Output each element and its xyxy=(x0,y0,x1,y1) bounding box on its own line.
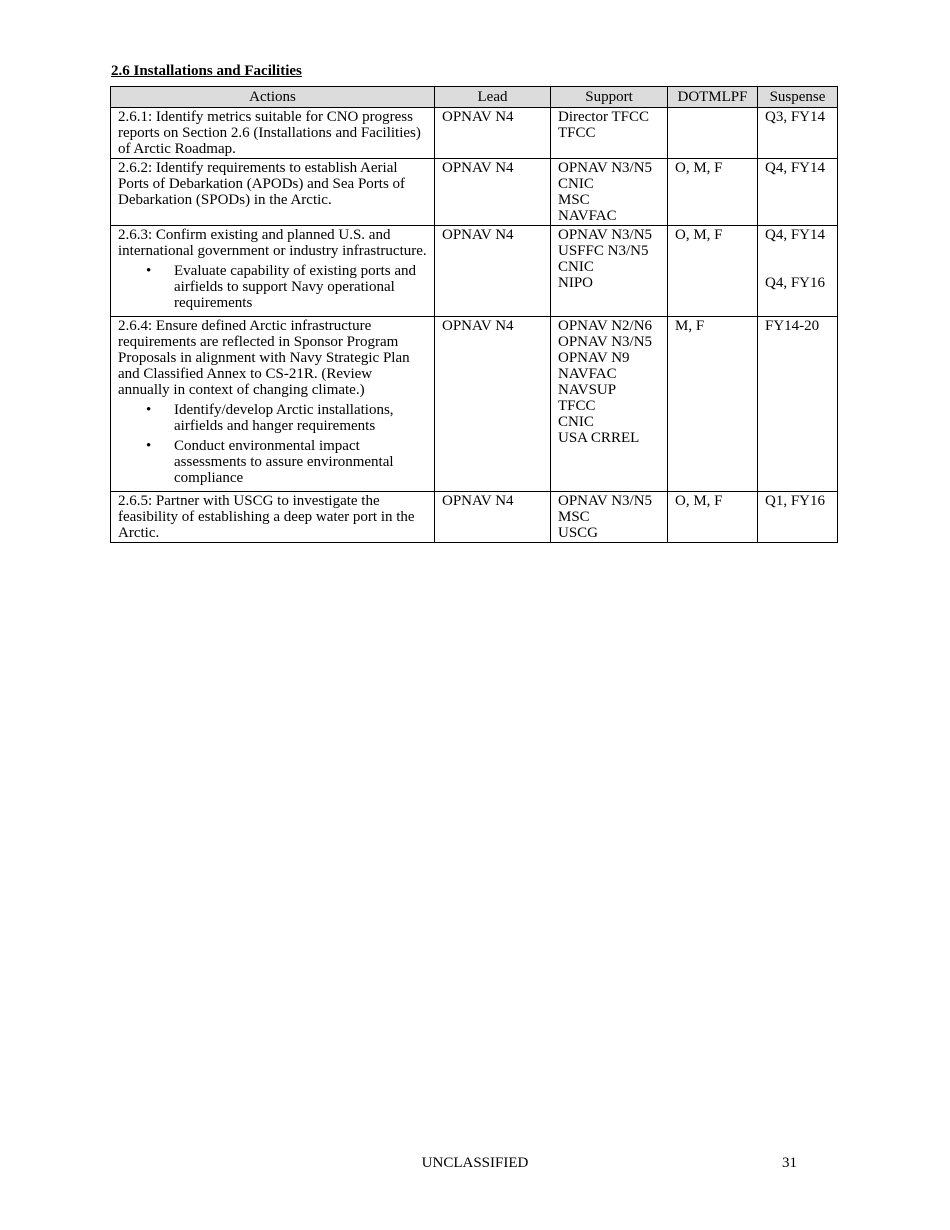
section-title: 2.6 Installations and Facilities xyxy=(111,63,302,79)
table-header-row xyxy=(111,87,838,108)
support-cell xyxy=(551,159,668,226)
support-item: CNIC xyxy=(558,259,594,275)
dotmlpf-cell: O, M, F xyxy=(668,492,758,543)
lead-cell: OPNAV N4 xyxy=(435,492,551,543)
action-text: 2.6.5: Partner with USCG to investigate the feasibility of establishing a deep water port in the Arctic. xyxy=(118,493,415,541)
action-text: 2.6.3: Confirm existing and planned U.S. and international government or industry infrastructure. xyxy=(118,227,427,259)
header-dotmlpf: DOTMLPF xyxy=(668,87,758,108)
suspense-cell: Q4, FY14 xyxy=(758,159,838,226)
support-item: NAVFAC xyxy=(558,208,617,224)
suspense-item: Q4, FY16 xyxy=(765,275,826,291)
support-item: CNIC xyxy=(558,414,594,430)
action-bullet-list xyxy=(118,402,427,486)
suspense-cell: FY14-20 xyxy=(758,317,838,492)
support-item: CNIC xyxy=(558,176,594,192)
action-bullet-list xyxy=(118,263,427,311)
table-row xyxy=(111,226,838,317)
table-row xyxy=(111,492,838,543)
action-cell xyxy=(111,108,435,159)
support-item: USFFC N3/N5 xyxy=(558,243,649,259)
dotmlpf-cell: O, M, F xyxy=(668,159,758,226)
action-bullet: • Evaluate capability of existing ports and airfields to support Navy operational requirements xyxy=(174,263,427,311)
support-cell xyxy=(551,226,668,317)
dotmlpf-cell: O, M, F xyxy=(668,226,758,317)
action-text: 2.6.1: Identify metrics suitable for CNO progress reports on Section 2.6 (Installations and Facilities) of Arctic Roadmap. xyxy=(118,109,421,157)
action-cell xyxy=(111,317,435,492)
support-cell xyxy=(551,317,668,492)
support-item: NIPO xyxy=(558,275,594,291)
action-cell xyxy=(111,159,435,226)
action-bullet: • Conduct environmental impact assessments to assure environmental compliance xyxy=(174,438,427,486)
support-item: OPNAV N3/N5 xyxy=(558,334,653,350)
support-cell xyxy=(551,492,668,543)
suspense-cell: Q1, FY16 xyxy=(758,492,838,543)
action-text: 2.6.4: Ensure defined Arctic infrastructure requirements are reflected in Sponsor Program Proposals in alignment with Navy Strategic Plan and Classified Annex to CS-21R. (Review annually in context of changing climate.) xyxy=(118,318,410,398)
header-support: Support xyxy=(551,87,668,108)
suspense-cell: Q3, FY14 xyxy=(758,108,838,159)
support-item: NAVFAC xyxy=(558,366,617,382)
support-item: MSC xyxy=(558,192,590,208)
lead-cell: OPNAV N4 xyxy=(435,108,551,159)
support-item: USA CRREL xyxy=(558,430,640,446)
action-text: 2.6.2: Identify requirements to establish Aerial Ports of Debarkation (APODs) and Sea Ports of Debarkation (SPODs) in the Arctic. xyxy=(118,160,406,208)
support-item: NAVSUP xyxy=(558,382,617,398)
support-item: OPNAV N2/N6 xyxy=(558,318,653,334)
support-item: OPNAV N9 xyxy=(558,350,630,366)
page-number: 31 xyxy=(782,1155,797,1171)
support-cell xyxy=(551,108,668,159)
action-cell xyxy=(111,226,435,317)
suspense-item: Q4, FY14 xyxy=(765,227,826,243)
lead-cell: OPNAV N4 xyxy=(435,226,551,317)
support-item: Director TFCC xyxy=(558,109,649,125)
action-cell xyxy=(111,492,435,543)
support-item: MSC xyxy=(558,509,590,525)
support-item: TFCC xyxy=(558,398,596,414)
dotmlpf-cell xyxy=(668,108,758,159)
support-item: OPNAV N3/N5 xyxy=(558,493,653,509)
lead-cell: OPNAV N4 xyxy=(435,159,551,226)
support-item: OPNAV N3/N5 xyxy=(558,227,653,243)
actions-table xyxy=(110,86,838,543)
support-item: OPNAV N3/N5 xyxy=(558,160,653,176)
table-row xyxy=(111,317,838,492)
table-row xyxy=(111,108,838,159)
classification-marking: UNCLASSIFIED xyxy=(421,1155,529,1171)
table-row xyxy=(111,159,838,226)
suspense-cell xyxy=(758,226,838,317)
support-item: USCG xyxy=(558,525,599,541)
action-bullet: • Identify/develop Arctic installations, airfields and hanger requirements xyxy=(174,402,427,434)
header-suspense: Suspense xyxy=(758,87,838,108)
lead-cell: OPNAV N4 xyxy=(435,317,551,492)
header-lead: Lead xyxy=(435,87,551,108)
header-actions: Actions xyxy=(111,87,435,108)
dotmlpf-cell: M, F xyxy=(668,317,758,492)
support-item: TFCC xyxy=(558,125,596,141)
